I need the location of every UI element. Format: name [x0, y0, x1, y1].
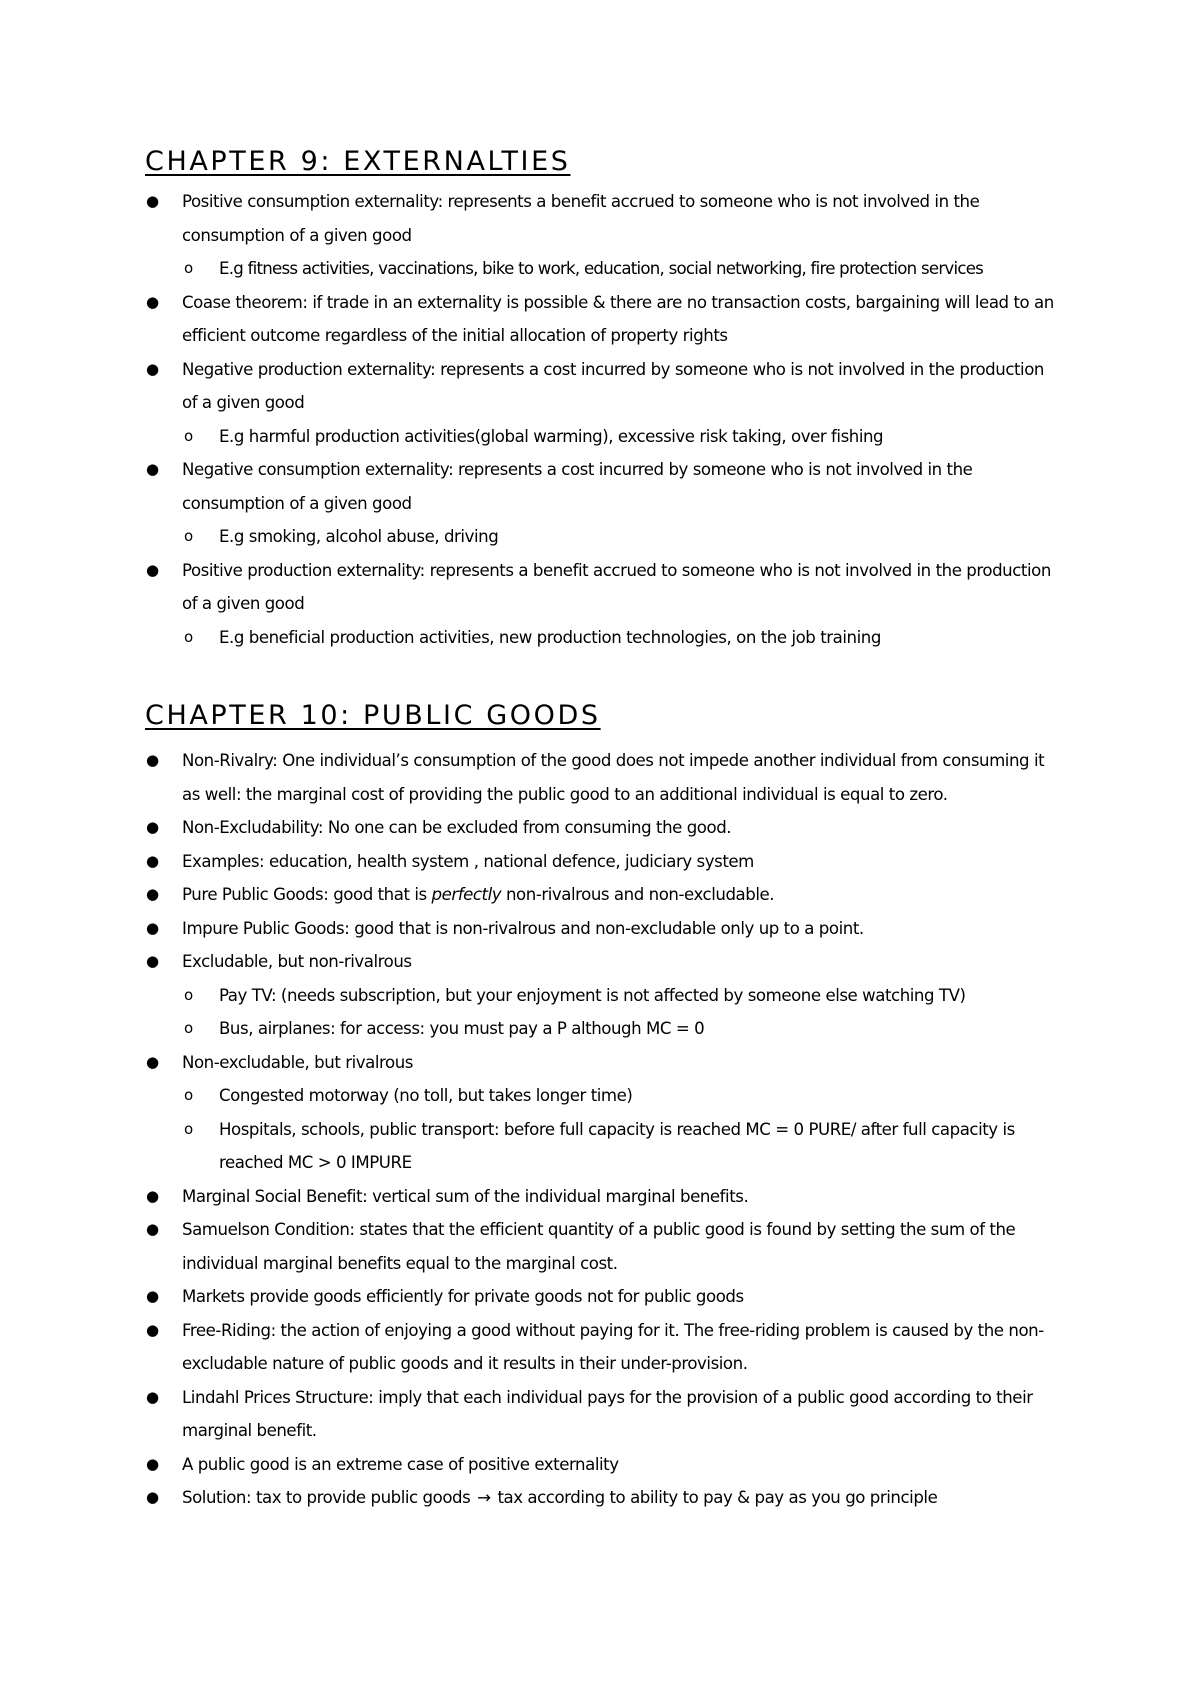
list-item-text: Positive consumption externality: represents a benefit accrued to someone who is not involved in the consumption of a given good [182, 192, 980, 245]
bullet-icon: ● [146, 1320, 159, 1339]
list-item-text: Negative production externality: represents a cost incurred by someone who is not involved in the production of a given good [182, 359, 1044, 412]
list-item [0, 1314, 1062, 1381]
sub-list-item-text: E.g harmful production activities(global warming), excessive risk taking, over fishing [219, 426, 884, 446]
list-item-text: Positive production externality: represents a benefit accrued to someone who is not involved in the production of a given good [182, 560, 1051, 613]
arrow-right-icon: → [477, 1488, 491, 1507]
list-item-text: Excludable, but non-rivalrous [182, 952, 412, 971]
sub-list-item [0, 420, 1079, 454]
list-item-text: Marginal Social Benefit: vertical sum of the individual marginal benefits. [182, 1186, 749, 1206]
sub-list-item-text: Congested motorway (no toll, but takes longer time) [219, 1086, 633, 1105]
list-item [0, 811, 1062, 845]
chapter-10-heading: CHAPTER 10: PUBLIC GOODS [145, 700, 601, 731]
list-item [0, 453, 1062, 520]
list-item [0, 1213, 1062, 1280]
sub-list-item-text: Bus, airplanes: for access: you must pay a P although MC = 0 [219, 1019, 705, 1038]
list-item [0, 1180, 1062, 1214]
sub-list-item-text: E.g fitness activities, vaccinations, bike to work, education, social networking, fire protection services [219, 259, 984, 278]
list-item-text: Free-Riding: the action of enjoying a good without paying for it. The free-riding problem is caused by the non-excludable nature of public goods and it results in their under-provision. [182, 1320, 1044, 1373]
list-item-text: Non-Excludability: No one can be excluded from consuming the good. [182, 818, 732, 837]
list-item [0, 1381, 1062, 1448]
bullet-icon: ● [146, 952, 159, 970]
sub-list-item [0, 520, 1079, 554]
sub-list-item [0, 252, 1079, 286]
list-item [0, 554, 1062, 621]
list-item [0, 286, 1062, 353]
list-item [0, 353, 1062, 420]
bullet-icon: ● [146, 1186, 159, 1205]
chapter-10-list [0, 744, 1200, 1515]
list-item [0, 878, 1062, 912]
list-item-text: Lindahl Prices Structure: imply that each individual pays for the provision of a public good according to their marginal benefit. [182, 1387, 1033, 1440]
list-item-text: Coase theorem: if trade in an externality is possible & there are no transaction costs, bargaining will lead to an efficient outcome regardless of the initial allocation of property rights [182, 292, 1054, 345]
sub-list-item-text: Hospitals, schools, public transport: before full capacity is reached MC = 0 PURE/ after full capacity is reached MC > 0 IMPURE [219, 1119, 1015, 1172]
list-item [0, 1280, 1062, 1314]
list-item-text: Non-excludable, but rivalrous [182, 1052, 413, 1072]
sub-bullet-icon: o [184, 259, 193, 277]
list-item-text: Pure Public Goods: good that is [182, 885, 432, 904]
list-item [0, 1046, 1062, 1080]
list-item-text-continued: tax according to ability to pay & pay as you go principle [492, 1488, 938, 1507]
chapter-9-heading: CHAPTER 9: EXTERNALTIES [145, 146, 571, 177]
bullet-icon: ● [146, 818, 159, 836]
bullet-icon: ● [146, 292, 159, 311]
list-item-text: Examples: education, health system , national defence, judiciary system [182, 851, 754, 871]
bullet-icon: ● [146, 1287, 159, 1305]
list-item [0, 1448, 1062, 1482]
list-item-text: Impure Public Goods: good that is non-rivalrous and non-excludable only up to a point. [182, 918, 864, 938]
bullet-icon: ● [146, 851, 159, 870]
sub-bullet-icon: o [184, 527, 193, 545]
sub-list-item [0, 621, 1079, 655]
list-item-text: A public good is an extreme case of positive externality [182, 1454, 619, 1474]
list-item-text-continued: non-rivalrous and non-excludable. [501, 885, 775, 904]
sub-list-item [0, 1113, 1079, 1180]
bullet-icon: ● [146, 1387, 159, 1406]
list-item-text: Samuelson Condition: states that the efficient quantity of a public good is found by setting the sum of the individual marginal benefits equal to the marginal cost. [182, 1220, 1016, 1273]
bullet-icon: ● [146, 359, 159, 378]
bullet-icon: ● [146, 885, 159, 903]
sub-bullet-icon: o [184, 1019, 193, 1037]
list-item-text: Markets provide goods efficiently for private goods not for public goods [182, 1287, 744, 1306]
bullet-icon: ● [146, 751, 159, 769]
bullet-icon: ● [146, 1488, 159, 1506]
chapter-9-list [0, 185, 1200, 654]
list-item [0, 185, 1062, 252]
list-item-text: Solution: tax to provide public goods [182, 1488, 476, 1507]
bullet-icon: ● [146, 1052, 159, 1071]
list-item-text: Non-Rivalry: One individual’s consumption of the good does not impede another individual from consuming it as well: the marginal cost of providing the public good to an additional individual is equal to zero. [182, 751, 1045, 804]
list-item [0, 845, 1062, 879]
sub-bullet-icon: o [184, 627, 193, 646]
emphasis-text: perfectly [431, 885, 502, 904]
sub-bullet-icon: o [184, 1119, 193, 1138]
bullet-icon: ● [146, 560, 159, 579]
bullet-icon: ● [146, 1454, 159, 1473]
bullet-icon: ● [146, 918, 159, 937]
sub-bullet-icon: o [184, 985, 193, 1004]
bullet-icon: ● [146, 1220, 159, 1238]
bullet-icon: ● [146, 460, 159, 478]
sub-list-item [0, 1079, 1079, 1113]
sub-list-item-text: E.g beneficial production activities, new production technologies, on the job training [219, 627, 881, 647]
list-item [0, 744, 1062, 811]
list-item [0, 1481, 1062, 1515]
sub-list-item-text: Pay TV: (needs subscription, but your enjoyment is not affected by someone else watching TV) [219, 985, 966, 1005]
list-item [0, 912, 1062, 946]
sub-list-item [0, 1012, 1079, 1046]
sub-bullet-icon: o [184, 426, 193, 445]
sub-list-item-text: E.g smoking, alcohol abuse, driving [219, 527, 499, 546]
sub-list-item [0, 979, 1079, 1013]
list-item [0, 945, 1062, 979]
bullet-icon: ● [146, 192, 159, 210]
list-item-text: Negative consumption externality: represents a cost incurred by someone who is not involved in the consumption of a given good [182, 460, 973, 513]
sub-bullet-icon: o [184, 1086, 193, 1104]
